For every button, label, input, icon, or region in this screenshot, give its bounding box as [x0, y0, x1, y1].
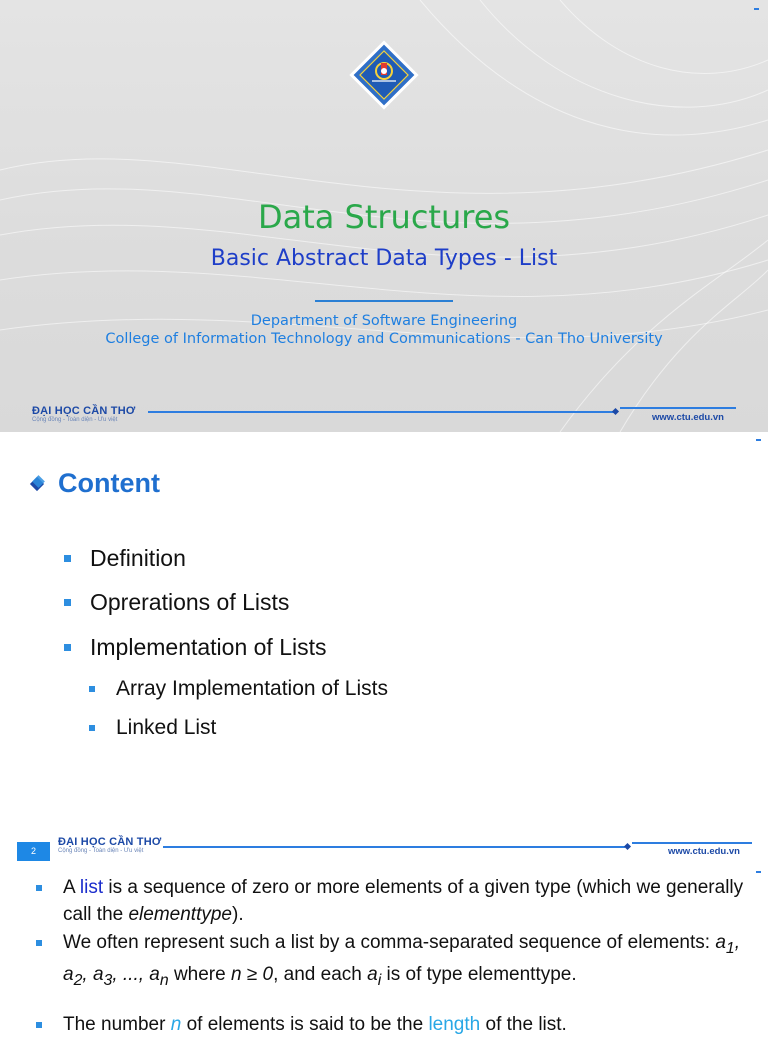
footer-line-right	[632, 842, 752, 844]
corner-mark	[756, 871, 761, 873]
toc-subitem	[89, 677, 388, 701]
footer-line	[148, 411, 614, 413]
title-divider	[315, 300, 453, 302]
term-length: length	[428, 1014, 481, 1035]
department-name: Department of Software Engineering	[250, 313, 518, 329]
toc-subitem	[89, 716, 216, 740]
toc-item-label: Oprerations of Lists	[90, 589, 290, 615]
toc-item-label: Implementation of Lists	[90, 634, 327, 660]
footer-url[interactable]: www.ctu.edu.vn	[652, 412, 724, 423]
content-slide	[0, 432, 768, 864]
slide-title: Data Structures	[257, 198, 511, 236]
definition-bullet: A list is a sequence of zero or more elements of a given type (which we generally call the elementtype).	[36, 875, 756, 928]
footer-brand	[32, 405, 135, 423]
term-list: list	[79, 877, 104, 898]
length-bullet: The number n of elements is said to be the length of the list.	[36, 1012, 756, 1039]
toc-item	[64, 545, 186, 572]
brand-tagline: Cộng đồng - Toàn diện - Ưu việt	[32, 417, 118, 423]
college-name: College of Information Technology and Communications - Can Tho University	[105, 331, 663, 347]
toc-item-label: Array Implementation of Lists	[116, 677, 388, 700]
content-title: Content	[58, 468, 160, 498]
brand-name: ĐẠI HỌC CẦN THƠ	[32, 405, 136, 417]
footer-line	[163, 846, 625, 848]
toc-item-label: Linked List	[116, 716, 217, 739]
brand-tagline: Cộng đồng - Toàn diện - Ưu việt	[58, 848, 144, 854]
brand-name: ĐẠI HỌC CẦN THƠ	[58, 836, 162, 848]
toc-item	[64, 589, 289, 616]
bullet-icon	[36, 885, 42, 891]
footer-dot	[624, 843, 631, 850]
bullet-icon	[64, 644, 71, 651]
bullet-icon	[64, 555, 71, 562]
sequence-notation: $a_1$, $a_2$, $a_3$, ..., $a_n$	[63, 932, 740, 990]
page-number: 2	[17, 842, 50, 861]
bullet-icon	[64, 599, 71, 606]
footer-brand	[58, 836, 161, 854]
diamond-bullet-icon	[28, 475, 46, 493]
representation-bullet: We often represent such a list by a comma-separated sequence of elements: $a_1$, $a_2$, $a_3$, ..., $a_n$ where n ≥ 0, and each $a_i$ is of type elementtype.	[36, 930, 756, 995]
corner-mark	[756, 439, 761, 441]
definition-slide	[0, 864, 768, 1035]
toc-item-label: Definition	[90, 545, 186, 571]
toc-item	[64, 634, 327, 661]
corner-mark	[754, 8, 759, 10]
slide-subtitle: Basic Abstract Data Types - List	[210, 246, 558, 271]
title-slide	[0, 0, 768, 432]
bullet-icon	[36, 1022, 42, 1028]
bullet-icon	[89, 686, 95, 692]
bullet-icon	[89, 725, 95, 731]
bullet-icon	[36, 940, 42, 946]
footer-line-right	[620, 407, 736, 409]
footer-url[interactable]: www.ctu.edu.vn	[668, 846, 740, 857]
content-heading	[28, 468, 160, 499]
university-logo	[350, 41, 418, 109]
